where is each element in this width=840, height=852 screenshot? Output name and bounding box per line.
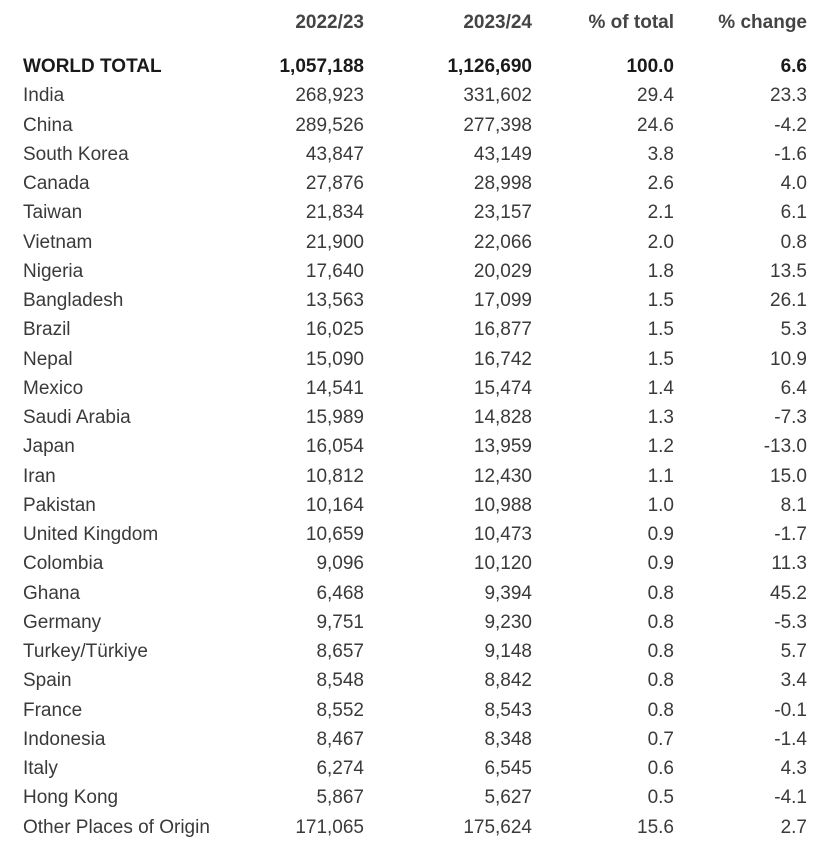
- table-row: [0, 432, 840, 461]
- value-2023-cell: 6,545: [484, 758, 532, 779]
- pct-total-cell: 15.6: [637, 816, 674, 838]
- country-cell: South Korea: [23, 143, 129, 165]
- value-2022-cell: 171,065: [295, 816, 364, 838]
- value-2023-cell: 10,473: [473, 524, 532, 545]
- pct-total-cell: 1.3: [647, 407, 674, 428]
- header-2022-23: 2022/23: [295, 12, 364, 33]
- value-2022-cell: 8,548: [316, 670, 364, 692]
- country-cell: Nepal: [23, 348, 73, 370]
- pct-total-cell: 2.6: [647, 173, 674, 194]
- value-2023-cell: 12,430: [473, 465, 532, 487]
- value-2022-cell: 21,834: [305, 202, 364, 224]
- country-cell: Canada: [23, 173, 90, 194]
- pct-change-cell: 4.0: [780, 173, 807, 194]
- table-row: [0, 754, 840, 783]
- value-2023-cell: 10,988: [473, 494, 532, 516]
- table-row: [0, 608, 840, 637]
- country-cell: Saudi Arabia: [23, 407, 131, 428]
- pct-total-cell: 2.1: [647, 202, 674, 224]
- table-row: [0, 549, 840, 578]
- value-2022-cell: 9,096: [316, 553, 364, 575]
- value-2023-cell: 9,148: [484, 641, 532, 662]
- value-2023-cell: 20,029: [473, 260, 532, 282]
- table-row: [0, 374, 840, 403]
- pct-change-cell: 10.9: [770, 348, 807, 370]
- value-2022-cell: 13,563: [305, 290, 364, 311]
- value-2023-cell: 331,602: [463, 85, 532, 107]
- header-pct-total: % of total: [588, 12, 674, 33]
- pct-total-cell: 1.5: [647, 319, 674, 341]
- value-2023-cell: 13,959: [473, 436, 532, 458]
- table-row: [0, 637, 840, 666]
- value-2023-cell: 8,543: [484, 699, 532, 721]
- pct-total-cell: 1.2: [647, 436, 674, 458]
- country-cell: Other Places of Origin: [23, 816, 210, 838]
- value-2023-cell: 16,742: [473, 348, 532, 370]
- value-2022-cell: 289,526: [295, 114, 364, 136]
- pct-change-cell: 0.8: [780, 231, 807, 253]
- country-cell: China: [23, 114, 73, 136]
- table-row: [0, 520, 840, 549]
- value-2023-cell: 1,126,690: [447, 56, 532, 77]
- country-cell: Nigeria: [23, 260, 84, 282]
- pct-total-cell: 1.4: [647, 377, 674, 399]
- value-2023-cell: 277,398: [463, 114, 532, 136]
- header-pct-change: % change: [718, 12, 807, 33]
- value-2022-cell: 6,274: [316, 758, 364, 779]
- value-2023-cell: 15,474: [473, 377, 532, 399]
- pct-change-cell: 13.5: [770, 260, 807, 282]
- value-2023-cell: 43,149: [473, 143, 532, 165]
- table-header-row: [0, 8, 840, 37]
- pct-total-cell: 0.9: [647, 524, 674, 545]
- pct-change-cell: -1.6: [774, 143, 807, 165]
- country-cell: United Kingdom: [23, 524, 159, 545]
- country-cell: Turkey/Türkiye: [23, 641, 148, 662]
- table-row: [0, 257, 840, 286]
- pct-change-cell: -4.2: [774, 114, 807, 136]
- value-2023-cell: 175,624: [463, 816, 532, 838]
- table-row: [0, 198, 840, 227]
- pct-total-cell: 0.7: [647, 728, 674, 750]
- value-2022-cell: 6,468: [316, 582, 364, 604]
- pct-total-cell: 0.8: [647, 670, 674, 692]
- value-2022-cell: 21,900: [305, 231, 364, 253]
- pct-total-cell: 2.0: [647, 231, 674, 253]
- pct-change-cell: -7.3: [774, 407, 807, 428]
- table-row: [0, 228, 840, 257]
- country-cell: Germany: [23, 611, 102, 633]
- table-row: [0, 286, 840, 315]
- pct-total-cell: 0.9: [647, 553, 674, 575]
- value-2022-cell: 268,923: [295, 85, 364, 107]
- value-2022-cell: 10,164: [305, 494, 364, 516]
- pct-change-cell: 6.6: [780, 56, 807, 77]
- table-row: [0, 345, 840, 374]
- pct-total-cell: 0.8: [647, 611, 674, 633]
- pct-change-cell: 15.0: [770, 465, 807, 487]
- pct-change-cell: 2.7: [780, 816, 807, 838]
- value-2022-cell: 17,640: [305, 260, 364, 282]
- total-row: [0, 52, 840, 81]
- value-2023-cell: 8,842: [484, 670, 532, 692]
- pct-change-cell: -4.1: [774, 787, 807, 809]
- table-row: [0, 169, 840, 198]
- pct-total-cell: 1.5: [647, 348, 674, 370]
- country-cell: Hong Kong: [23, 787, 119, 809]
- country-cell: Taiwan: [23, 202, 83, 224]
- table-row: [0, 403, 840, 432]
- country-cell: Ghana: [23, 582, 81, 604]
- country-cell: Brazil: [23, 319, 71, 341]
- pct-total-cell: 0.8: [647, 641, 674, 662]
- pct-total-cell: 1.1: [647, 465, 674, 487]
- pct-total-cell: 0.6: [647, 758, 674, 779]
- pct-total-cell: 0.8: [647, 582, 674, 604]
- table-row: [0, 81, 840, 110]
- value-2022-cell: 10,659: [305, 524, 364, 545]
- table-row: [0, 111, 840, 140]
- value-2023-cell: 23,157: [473, 202, 532, 224]
- table-row: [0, 579, 840, 608]
- value-2023-cell: 9,394: [484, 582, 532, 604]
- country-cell: Japan: [23, 436, 75, 458]
- value-2022-cell: 10,812: [305, 465, 364, 487]
- table-row: [0, 783, 840, 812]
- pct-change-cell: -13.0: [763, 436, 807, 458]
- value-2022-cell: 5,867: [316, 787, 364, 809]
- table-row: [0, 140, 840, 169]
- country-cell: Mexico: [23, 377, 84, 399]
- pct-change-cell: 6.1: [780, 202, 807, 224]
- value-2022-cell: 15,090: [305, 348, 364, 370]
- country-cell: Colombia: [23, 553, 104, 575]
- value-2022-cell: 15,989: [305, 407, 364, 428]
- pct-change-cell: -1.7: [774, 524, 807, 545]
- pct-change-cell: 23.3: [770, 85, 807, 107]
- country-cell: Iran: [23, 465, 56, 487]
- table-row: [0, 696, 840, 725]
- value-2022-cell: 16,054: [305, 436, 364, 458]
- country-cell: Vietnam: [23, 231, 93, 253]
- pct-change-cell: 11.3: [771, 553, 807, 575]
- value-2023-cell: 14,828: [473, 407, 532, 428]
- value-2022-cell: 14,541: [305, 377, 364, 399]
- value-2023-cell: 5,627: [484, 787, 532, 809]
- table-row: [0, 813, 840, 842]
- pct-total-cell: 100.0: [626, 56, 674, 77]
- value-2023-cell: 9,230: [484, 611, 532, 633]
- value-2022-cell: 1,057,188: [279, 56, 364, 77]
- pct-total-cell: 1.0: [647, 494, 674, 516]
- value-2022-cell: 8,657: [316, 641, 364, 662]
- value-2022-cell: 8,552: [316, 699, 364, 721]
- value-2022-cell: 9,751: [316, 611, 364, 633]
- value-2022-cell: 27,876: [305, 173, 364, 194]
- pct-change-cell: 6.4: [780, 377, 807, 399]
- country-cell: Bangladesh: [23, 290, 124, 311]
- country-cell: WORLD TOTAL: [23, 56, 162, 77]
- pct-total-cell: 29.4: [637, 85, 674, 107]
- pct-change-cell: 3.4: [780, 670, 807, 692]
- pct-total-cell: 0.5: [647, 787, 674, 809]
- pct-change-cell: 45.2: [770, 582, 807, 604]
- pct-change-cell: 8.1: [780, 494, 807, 516]
- value-2022-cell: 8,467: [316, 728, 364, 750]
- country-cell: India: [23, 85, 65, 107]
- value-2023-cell: 16,877: [473, 319, 532, 341]
- value-2023-cell: 28,998: [473, 173, 532, 194]
- pct-change-cell: -1.4: [774, 728, 807, 750]
- table-row: [0, 462, 840, 491]
- table-row: [0, 315, 840, 344]
- pct-change-cell: 5.3: [780, 319, 807, 341]
- table-row: [0, 491, 840, 520]
- value-2023-cell: 17,099: [473, 290, 532, 311]
- country-cell: Pakistan: [23, 494, 96, 516]
- value-2023-cell: 8,348: [484, 728, 532, 750]
- pct-total-cell: 1.5: [647, 290, 674, 311]
- value-2023-cell: 10,120: [473, 553, 532, 575]
- table-row: [0, 666, 840, 695]
- pct-change-cell: -0.1: [774, 699, 807, 721]
- pct-total-cell: 0.8: [647, 699, 674, 721]
- country-cell: France: [23, 699, 83, 721]
- pct-total-cell: 24.6: [637, 114, 674, 136]
- pct-change-cell: 4.3: [780, 758, 807, 779]
- pct-total-cell: 1.8: [647, 260, 674, 282]
- pct-change-cell: -5.3: [774, 611, 807, 633]
- country-cell: Spain: [23, 670, 72, 692]
- value-2023-cell: 22,066: [473, 231, 532, 253]
- pct-change-cell: 5.7: [780, 641, 807, 662]
- value-2022-cell: 43,847: [305, 143, 364, 165]
- table-row: [0, 725, 840, 754]
- pct-total-cell: 3.8: [647, 143, 674, 165]
- country-cell: Italy: [23, 758, 58, 779]
- value-2022-cell: 16,025: [305, 319, 364, 341]
- header-2023-24: 2023/24: [463, 12, 532, 33]
- country-cell: Indonesia: [23, 728, 106, 750]
- pct-change-cell: 26.1: [770, 290, 807, 311]
